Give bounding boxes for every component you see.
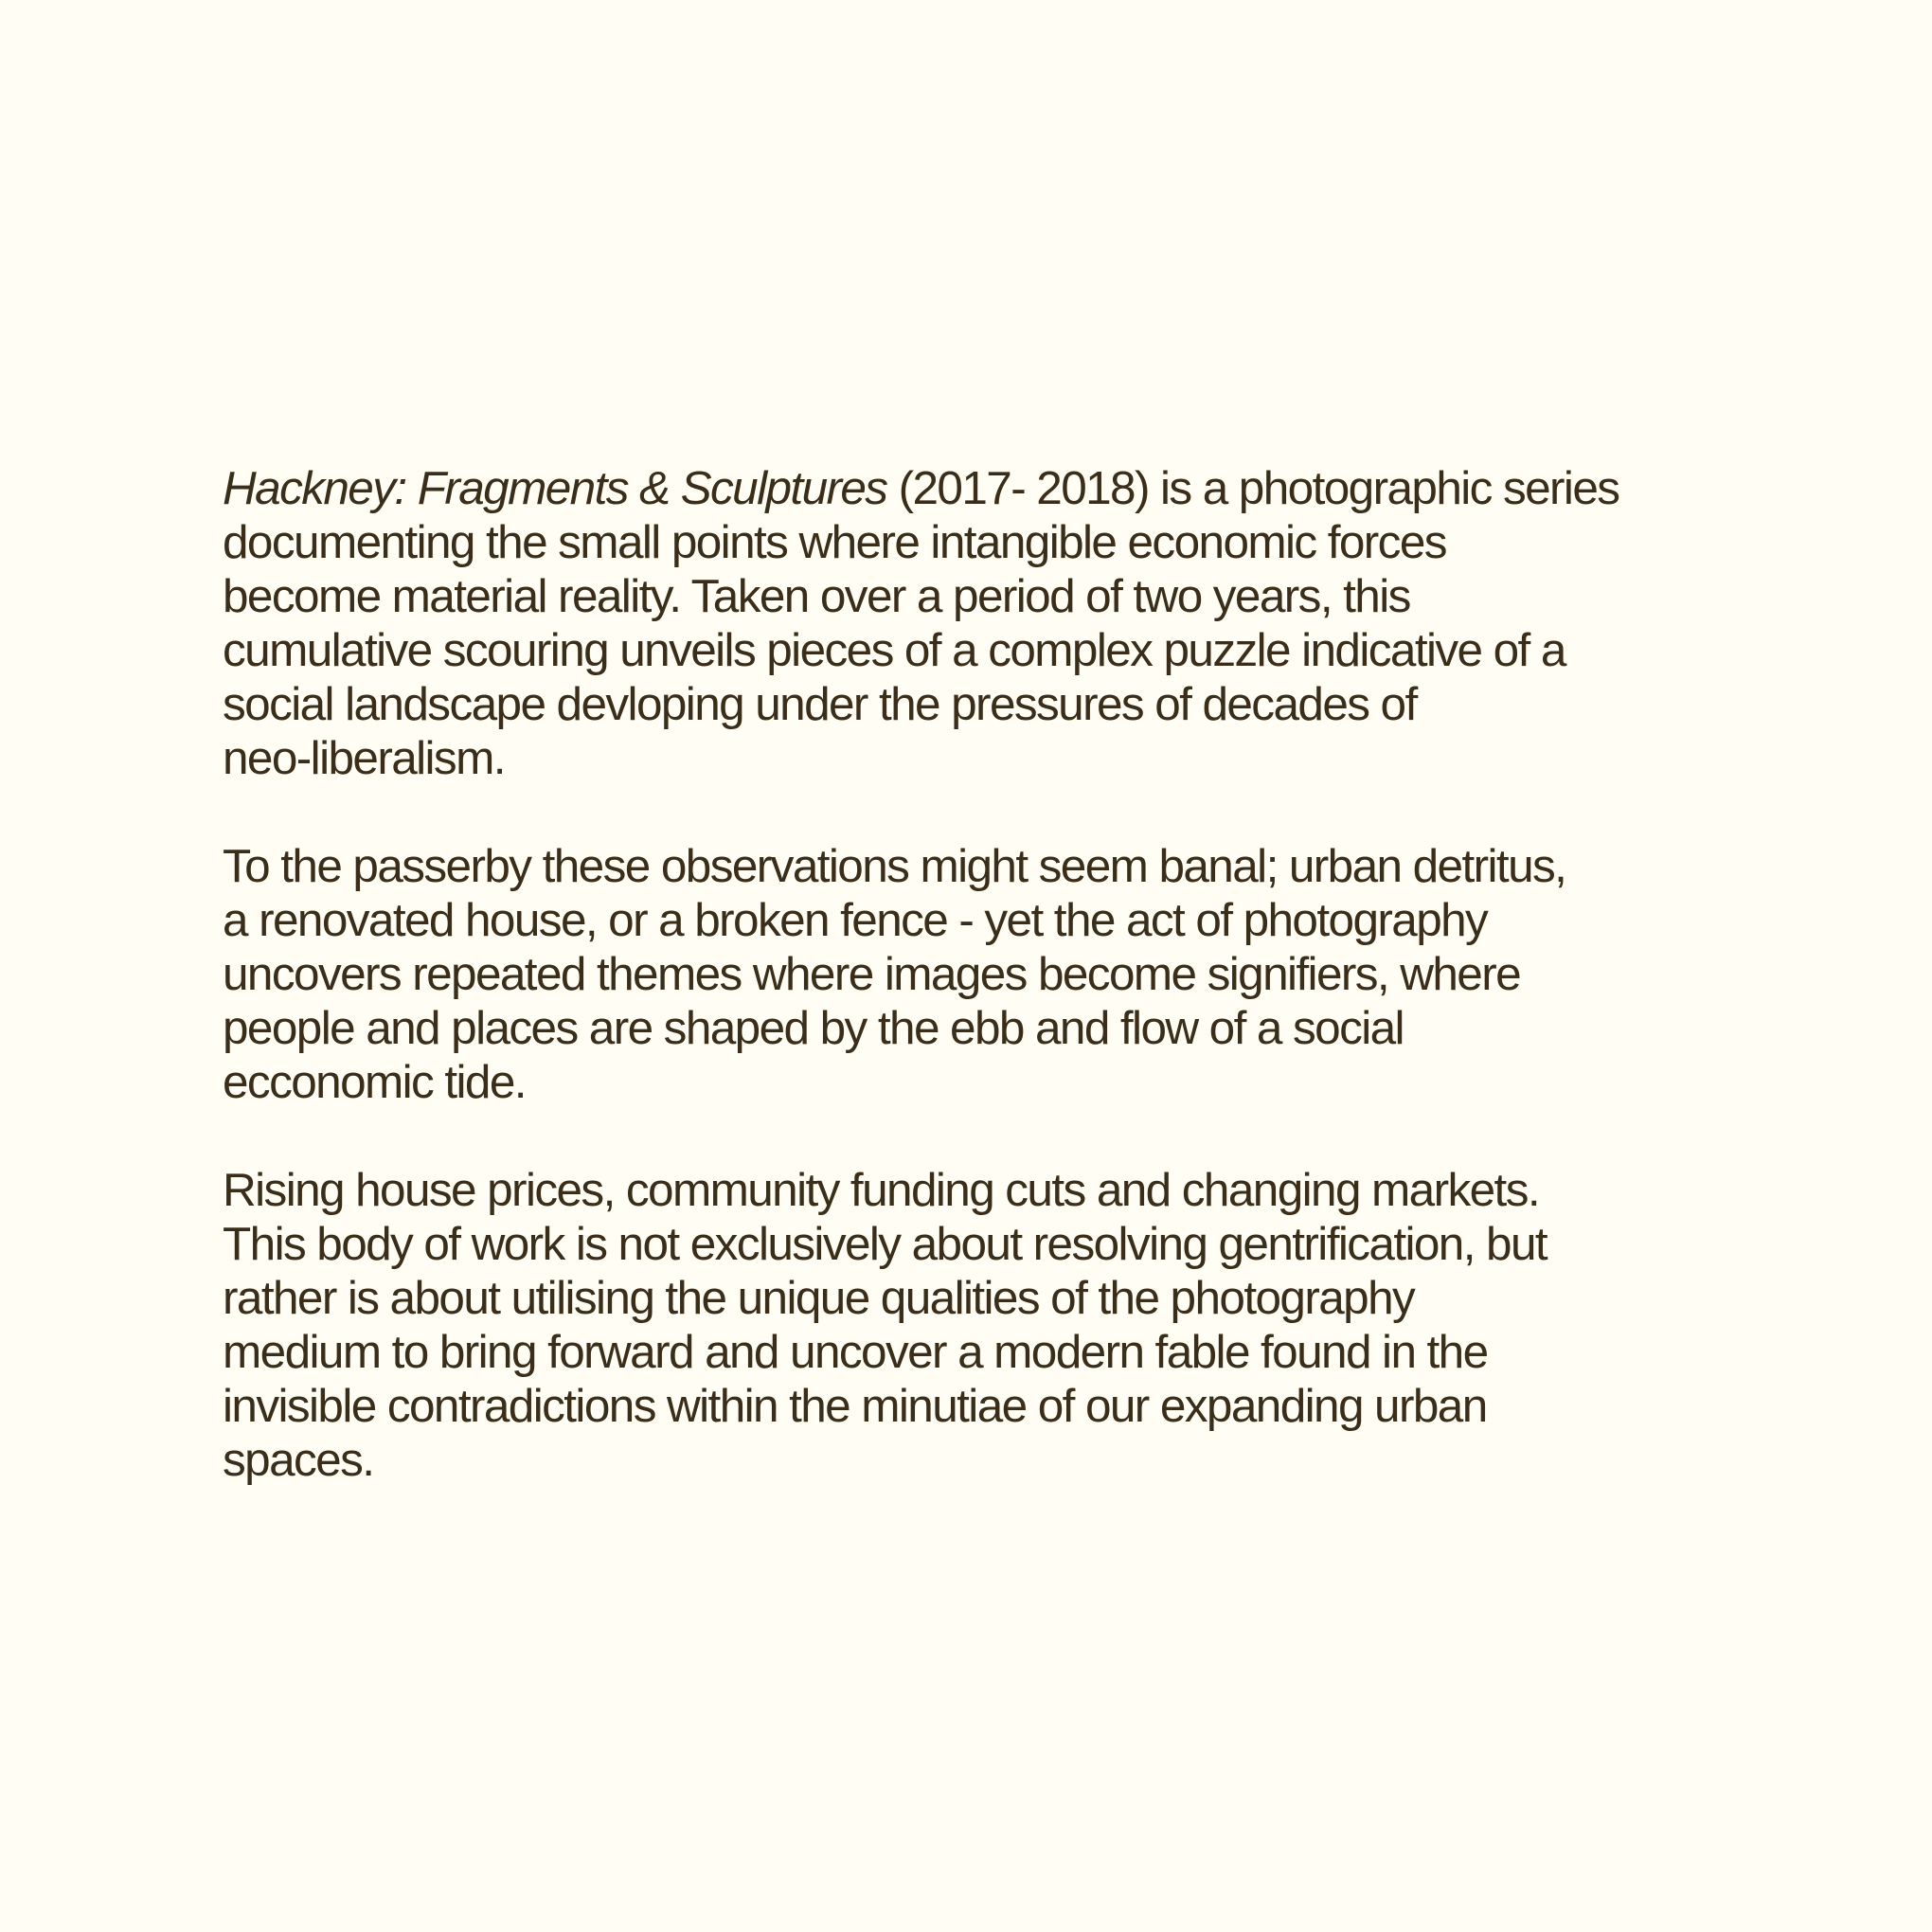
paragraph-conclusion [223,1163,1738,1487]
text-line: social landscape devloping under the pressures of decades of [223,678,1417,730]
text-line: medium to bring forward and uncover a modern fable found in the [223,1326,1488,1378]
text-fragment: (2017- 2018) is a photographic series [886,462,1619,514]
text-line: Rising house prices, community funding cuts and changing markets. [223,1164,1540,1216]
text-line: cumulative scouring unveils pieces of a complex puzzle indicative of a [223,624,1565,676]
text-line: To the passerby these observations might seem banal; urban detritus, [223,840,1566,892]
text-line: documenting the small points where intangible economic forces [223,516,1446,568]
text-line: people and places are shaped by the ebb and flow of a social [223,1002,1404,1054]
text-line: become material reality. Taken over a period of two years, this [223,570,1410,622]
project-statement [223,461,1738,1487]
text-line: ecconomic tide. [223,1056,526,1108]
series-title: Hackney: Fragments & Sculptures [223,462,887,514]
text-line: a renovated house, or a broken fence - yet the act of photography [223,894,1488,946]
paragraph-introduction [223,461,1738,785]
text-line: spaces. [223,1434,374,1486]
paragraph-observations [223,839,1738,1109]
text-line: rather is about utilising the unique qualities of the photography [223,1272,1415,1324]
text-line: This body of work is not exclusively about resolving gentrification, but [223,1218,1547,1270]
text-line [223,461,1738,515]
text-line: uncovers repeated themes where images become signifiers, where [223,948,1521,1000]
text-line: neo-liberalism. [223,732,505,784]
text-line: invisible contradictions within the minutiae of our expanding urban [223,1380,1487,1432]
